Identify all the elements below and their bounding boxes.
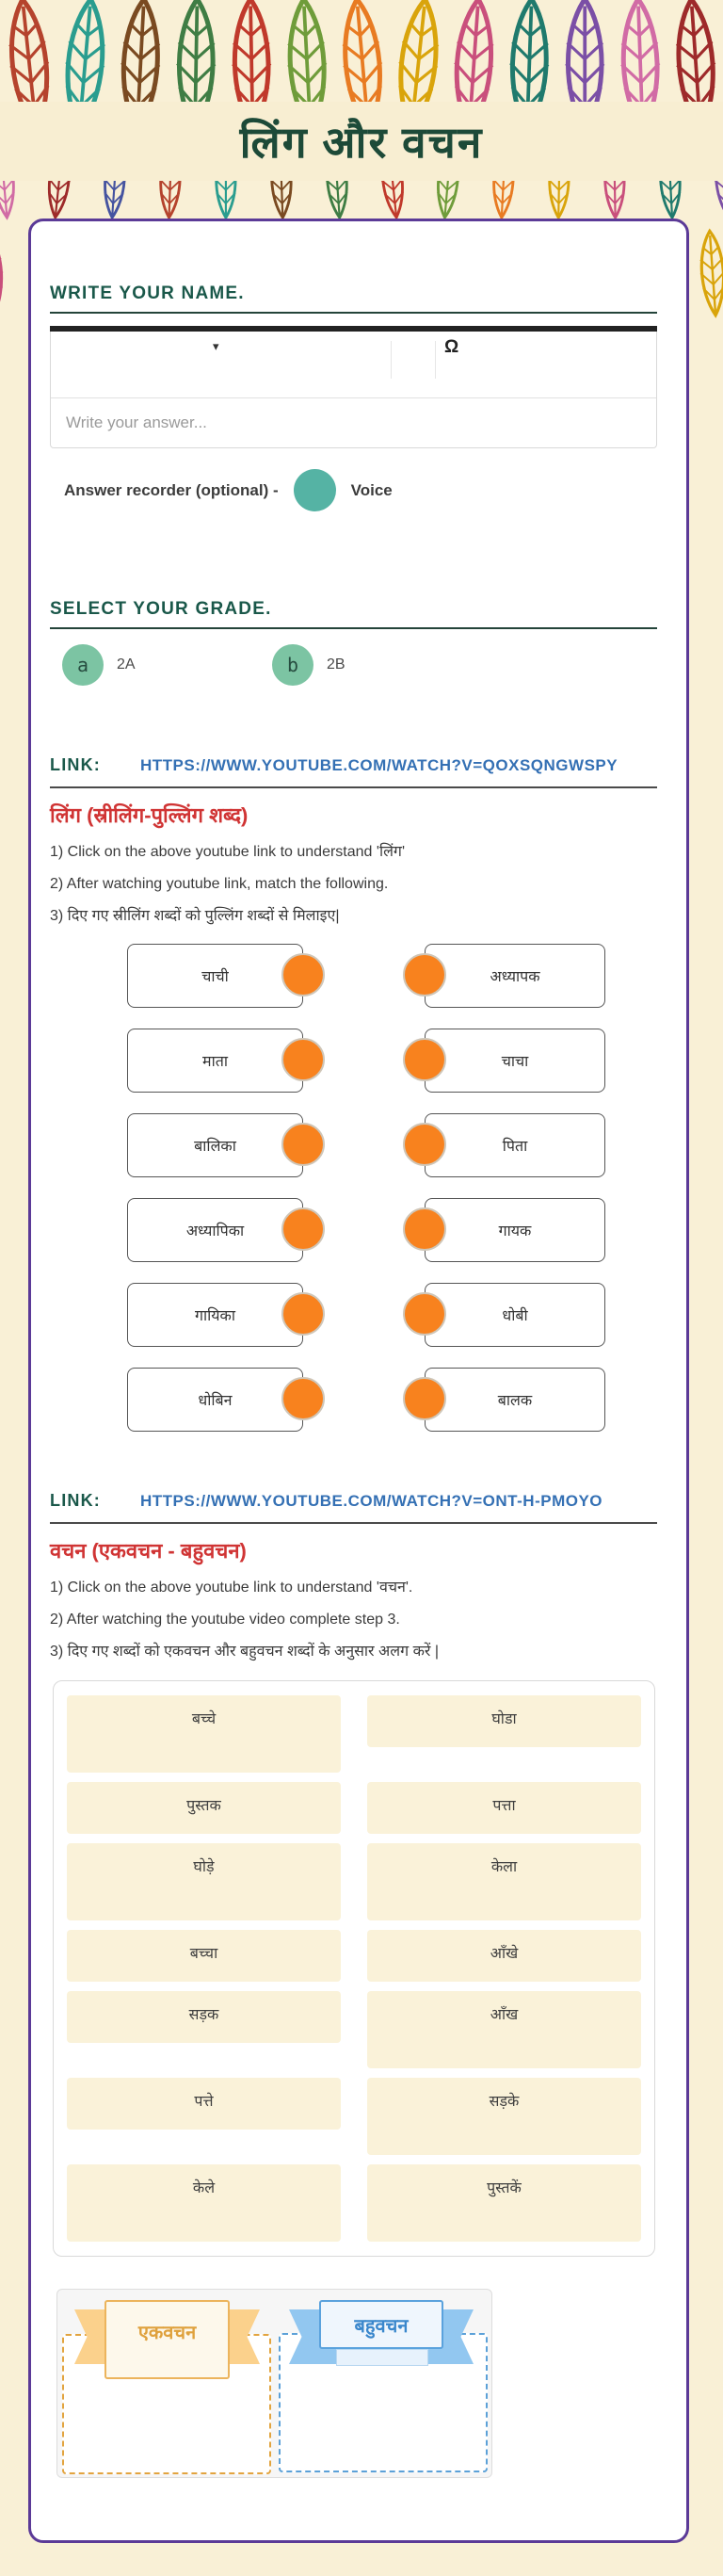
sort-drop-area bbox=[56, 2289, 492, 2478]
word-chip[interactable]: पुस्तक bbox=[67, 1782, 341, 1834]
match-word: माता bbox=[202, 1054, 228, 1070]
match-word: धोबी bbox=[502, 1308, 528, 1324]
chip-row bbox=[67, 1695, 641, 1773]
match-connector-dot[interactable] bbox=[281, 1038, 325, 1081]
instruction-line: 3) दिए गए शब्दों को एकवचन और बहुवचन शब्दों के अनुसार अलग करें | bbox=[50, 1644, 440, 1660]
word-chips-bank bbox=[53, 1680, 655, 2257]
bahuvachan-ribbon-tail bbox=[336, 2349, 428, 2366]
ekvachan-ribbon-label: एकवचन bbox=[104, 2300, 230, 2379]
word-chip[interactable]: आँखे bbox=[367, 1930, 641, 1982]
match-connector-dot[interactable] bbox=[281, 953, 325, 996]
word-chip[interactable]: बच्चा bbox=[67, 1930, 341, 1982]
section-divider bbox=[50, 1522, 657, 1524]
match-connector-dot[interactable] bbox=[281, 1123, 325, 1166]
chip-row bbox=[67, 1843, 641, 1920]
match-right-box[interactable] bbox=[425, 1113, 605, 1177]
match-connector-dot[interactable] bbox=[403, 1377, 446, 1420]
grade-option-a-label: 2A bbox=[117, 656, 136, 672]
bahuvachan-ribbon-label: बहुवचन bbox=[319, 2300, 443, 2349]
instruction-line: 1) Click on the above youtube link to understand 'वचन'. bbox=[50, 1580, 413, 1596]
grade-options bbox=[62, 644, 686, 686]
match-connector-dot[interactable] bbox=[403, 1207, 446, 1251]
match-right-box[interactable] bbox=[425, 1368, 605, 1432]
worksheet-card bbox=[28, 219, 689, 2543]
chip-row bbox=[67, 1930, 641, 1982]
style-dropdown-caret-icon[interactable]: ▾ bbox=[213, 339, 219, 353]
ling-youtube-link[interactable]: HTTPS://WWW.YOUTUBE.COM/WATCH?V=QOXSQNGWSPY bbox=[140, 756, 619, 774]
match-connector-dot[interactable] bbox=[403, 1123, 446, 1166]
word-chip[interactable]: केला bbox=[367, 1843, 641, 1920]
page-title: लिंग और वचन bbox=[239, 118, 484, 167]
grade-question-heading: SELECT YOUR GRADE. bbox=[50, 599, 657, 629]
leaf-icon bbox=[0, 230, 6, 316]
word-chip[interactable]: केले bbox=[67, 2164, 341, 2242]
match-left-box[interactable] bbox=[127, 1368, 303, 1432]
match-row bbox=[127, 1029, 686, 1093]
match-right-box[interactable] bbox=[425, 1198, 605, 1262]
chip-row bbox=[67, 1782, 641, 1834]
match-row bbox=[127, 1113, 686, 1177]
ling-instructions bbox=[50, 842, 686, 927]
answer-recorder-row bbox=[64, 469, 686, 511]
grade-option-a[interactable] bbox=[62, 644, 272, 686]
match-connector-dot[interactable] bbox=[281, 1207, 325, 1251]
match-connector-dot[interactable] bbox=[403, 1038, 446, 1081]
voice-record-button[interactable] bbox=[294, 469, 336, 511]
chip-row bbox=[67, 1991, 641, 2068]
word-chip[interactable]: घोड़े bbox=[67, 1843, 341, 1920]
match-right-box[interactable] bbox=[425, 944, 605, 1008]
grade-option-b[interactable] bbox=[272, 644, 482, 686]
name-answer-input[interactable] bbox=[51, 398, 656, 447]
word-chip[interactable]: पुस्तकें bbox=[367, 2164, 641, 2242]
word-chip[interactable]: आँख bbox=[367, 1991, 641, 2068]
grade-option-b-label: 2B bbox=[327, 656, 345, 672]
instruction-line: 2) After watching the youtube video complete step 3. bbox=[50, 1612, 400, 1628]
grade-option-a-radio[interactable]: a bbox=[62, 644, 104, 686]
link-label: LINK: bbox=[50, 1491, 101, 1510]
match-right-box[interactable] bbox=[425, 1283, 605, 1347]
section-divider bbox=[50, 786, 657, 788]
answer-recorder-label: Answer recorder (optional) - bbox=[64, 480, 279, 499]
match-word: चाचा bbox=[501, 1054, 529, 1070]
chip-row bbox=[67, 2164, 641, 2242]
word-chip[interactable]: पत्ता bbox=[367, 1782, 641, 1834]
match-left-box[interactable] bbox=[127, 1283, 303, 1347]
match-connector-dot[interactable] bbox=[281, 1377, 325, 1420]
match-word: अध्यापिका bbox=[185, 1223, 245, 1239]
match-connector-dot[interactable] bbox=[403, 1292, 446, 1336]
match-word: गायक bbox=[498, 1223, 532, 1239]
word-chip[interactable]: सड़क bbox=[67, 1991, 341, 2043]
match-row bbox=[127, 1368, 686, 1432]
ling-section-heading: लिंग (स्रीलिंग-पुल्लिंग शब्द) bbox=[50, 803, 249, 827]
match-word: अध्यापक bbox=[490, 969, 540, 985]
name-question-heading: WRITE YOUR NAME. bbox=[50, 284, 657, 314]
vachan-link-row bbox=[50, 1491, 615, 1511]
match-left-box[interactable] bbox=[127, 1198, 303, 1262]
word-chip[interactable]: पत्ते bbox=[67, 2078, 341, 2130]
word-chip[interactable]: बच्चे bbox=[67, 1695, 341, 1773]
vachan-youtube-link[interactable]: HTTPS://WWW.YOUTUBE.COM/WATCH?V=ONT-H-PMOYO bbox=[140, 1492, 603, 1510]
match-left-box[interactable] bbox=[127, 1113, 303, 1177]
match-word: चाची bbox=[201, 969, 229, 985]
toolbar-divider bbox=[435, 341, 436, 379]
editor-toolbar bbox=[51, 332, 656, 398]
matching-question bbox=[127, 944, 686, 1432]
title-band bbox=[0, 102, 723, 181]
leaf-icon bbox=[698, 230, 723, 316]
match-right-box[interactable] bbox=[425, 1029, 605, 1093]
match-word: गायिका bbox=[194, 1308, 235, 1324]
match-connector-dot[interactable] bbox=[403, 953, 446, 996]
grade-option-b-radio[interactable]: b bbox=[272, 644, 313, 686]
match-row bbox=[127, 1198, 686, 1262]
match-word: पिता bbox=[502, 1139, 528, 1155]
match-word: बालक bbox=[497, 1393, 533, 1409]
instruction-line: 1) Click on the above youtube link to understand 'लिंग' bbox=[50, 844, 405, 860]
match-row bbox=[127, 1283, 686, 1347]
ling-link-row bbox=[50, 755, 657, 775]
vachan-section-heading: वचन (एकवचन - बहुवचन) bbox=[50, 1539, 247, 1563]
special-character-omega-icon[interactable]: Ω bbox=[444, 337, 459, 357]
word-chip[interactable]: सड़के bbox=[367, 2078, 641, 2155]
instruction-line: 3) दिए गए स्रीलिंग शब्दों को पुल्लिंग शब्दों से मिलाइए| bbox=[50, 908, 340, 924]
rich-text-editor bbox=[50, 326, 657, 448]
instruction-line: 2) After watching youtube link, match the following. bbox=[50, 876, 389, 892]
match-row bbox=[127, 944, 686, 1008]
match-left-box[interactable] bbox=[127, 944, 303, 1008]
match-connector-dot[interactable] bbox=[281, 1292, 325, 1336]
word-chip[interactable]: घोडा bbox=[367, 1695, 641, 1747]
match-word: बालिका bbox=[194, 1139, 236, 1155]
voice-label: Voice bbox=[350, 480, 393, 499]
toolbar-divider bbox=[391, 341, 392, 379]
match-word: धोबिन bbox=[198, 1393, 233, 1409]
link-label: LINK: bbox=[50, 755, 101, 774]
match-left-box[interactable] bbox=[127, 1029, 303, 1093]
chip-row bbox=[67, 2078, 641, 2155]
vachan-instructions bbox=[50, 1578, 686, 1662]
